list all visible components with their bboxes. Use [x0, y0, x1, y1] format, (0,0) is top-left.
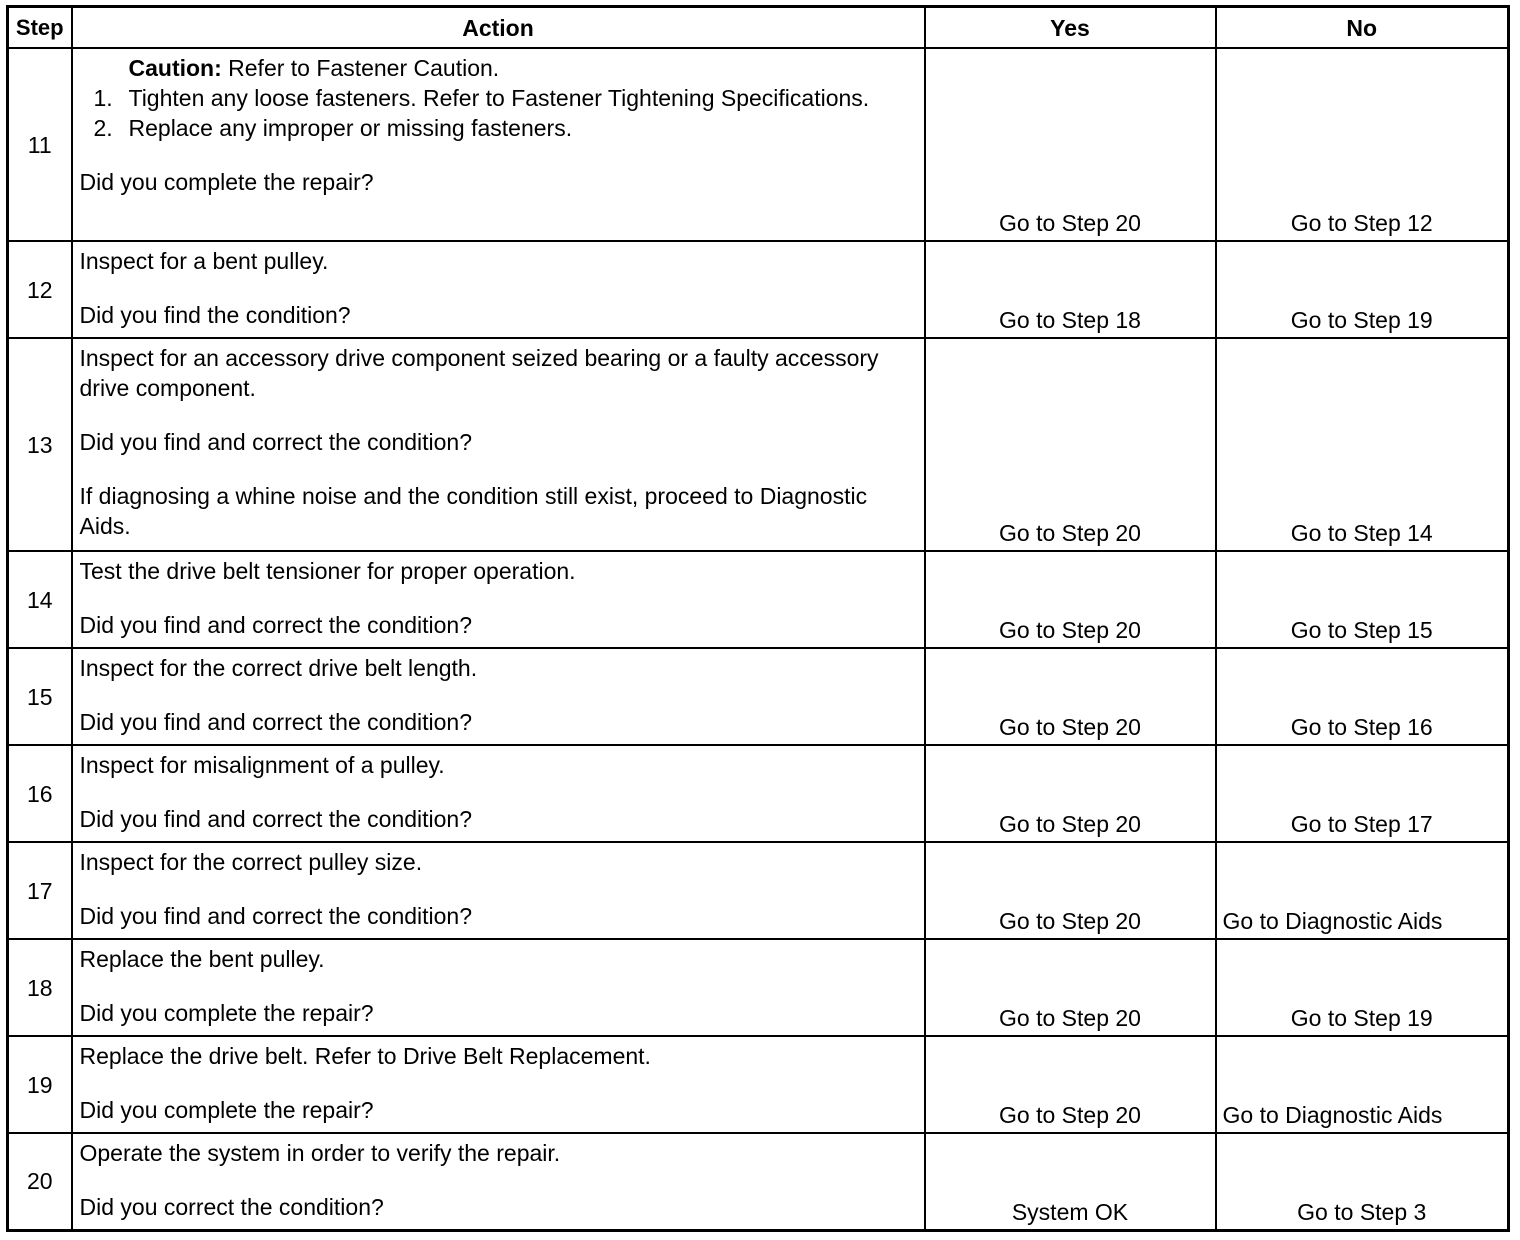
question-text: Did you find and correct the condition? [79, 612, 473, 638]
no-result: Go to Step 19 [1216, 939, 1509, 1036]
action-cell [72, 338, 925, 551]
action-cell [72, 551, 925, 648]
no-result: Go to Step 19 [1216, 241, 1509, 338]
yes-result: Go to Step 20 [925, 842, 1216, 939]
yes-result: Go to Step 20 [925, 551, 1216, 648]
note-text: If diagnosing a whine noise and the condition still exist, proceed to Diagnostic Aids. [79, 483, 868, 539]
question-text: Did you find and correct the condition? [79, 709, 473, 735]
list-text: Replace any improper or missing fasteners. [128, 115, 573, 141]
yes-result: Go to Step 20 [925, 1036, 1216, 1133]
action-cell [72, 648, 925, 745]
no-result: Go to Diagnostic Aids [1216, 1036, 1509, 1133]
table-row [8, 745, 1509, 842]
question-text: Did you complete the repair? [79, 169, 374, 195]
no-result: Go to Step 16 [1216, 648, 1509, 745]
no-result: Go to Step 15 [1216, 551, 1509, 648]
yes-result: Go to Step 20 [925, 745, 1216, 842]
action-cell [72, 842, 925, 939]
no-result: Go to Step 3 [1216, 1133, 1509, 1230]
yes-result: Go to Step 20 [925, 939, 1216, 1036]
action-cell [72, 241, 925, 338]
question-text: Did you find the condition? [79, 302, 351, 328]
instruction-text: Test the drive belt tensioner for proper operation. [79, 558, 576, 584]
header-action: Action [72, 7, 925, 49]
action-cell [72, 1036, 925, 1133]
list-number: 1. [93, 85, 113, 111]
no-result: Go to Step 14 [1216, 338, 1509, 551]
procedure-list [80, 83, 918, 143]
question-text: Did you find and correct the condition? [79, 806, 473, 832]
question-text: Did you correct the condition? [79, 1194, 384, 1220]
caution-note [80, 53, 918, 83]
caution-label: Caution: [128, 55, 222, 81]
question-text: Did you find and correct the condition? [79, 429, 473, 455]
instruction-text: Inspect for the correct drive belt length. [79, 655, 478, 681]
action-cell [72, 745, 925, 842]
table-row [8, 648, 1509, 745]
yes-result: Go to Step 20 [925, 648, 1216, 745]
header-step: Step [8, 7, 72, 49]
list-text: Tighten any loose fasteners. Refer to Fastener Tightening Specifications. [128, 85, 870, 111]
list-item [80, 113, 918, 143]
step-number: 11 [8, 48, 72, 241]
table-row [8, 48, 1509, 241]
step-number: 15 [8, 648, 72, 745]
yes-result: System OK [925, 1133, 1216, 1230]
table-row [8, 338, 1509, 551]
instruction-text: Inspect for a bent pulley. [79, 248, 329, 274]
instruction-text: Replace the bent pulley. [79, 946, 325, 972]
instruction-text: Operate the system in order to verify the repair. [79, 1140, 561, 1166]
step-number: 19 [8, 1036, 72, 1133]
table-row [8, 842, 1509, 939]
no-result: Go to Diagnostic Aids [1216, 842, 1509, 939]
header-yes: Yes [925, 7, 1216, 49]
table-row [8, 241, 1509, 338]
no-result: Go to Step 12 [1216, 48, 1509, 241]
header-row [8, 7, 1509, 49]
list-item [80, 83, 918, 113]
caution-text: Refer to Fastener Caution. [221, 55, 500, 81]
question-text: Did you complete the repair? [79, 1000, 374, 1026]
diagnostic-table [6, 5, 1510, 1232]
step-number: 17 [8, 842, 72, 939]
instruction-text: Replace the drive belt. Refer to Drive Belt Replacement. [79, 1043, 651, 1069]
instruction-text: Inspect for misalignment of a pulley. [79, 752, 445, 778]
step-number: 12 [8, 241, 72, 338]
table-row [8, 1036, 1509, 1133]
action-cell [72, 939, 925, 1036]
table-row [8, 551, 1509, 648]
question-text: Did you find and correct the condition? [79, 903, 473, 929]
instruction-text: Inspect for the correct pulley size. [79, 849, 423, 875]
yes-result: Go to Step 20 [925, 338, 1216, 551]
step-number: 14 [8, 551, 72, 648]
question-text: Did you complete the repair? [79, 1097, 374, 1123]
action-cell [72, 1133, 925, 1230]
no-result: Go to Step 17 [1216, 745, 1509, 842]
list-number: 2. [93, 115, 113, 141]
action-cell [72, 48, 925, 241]
header-no: No [1216, 7, 1509, 49]
yes-result: Go to Step 20 [925, 48, 1216, 241]
instruction-text: Inspect for an accessory drive component seized bearing or a faulty accessory drive component. [79, 345, 879, 401]
table-row [8, 939, 1509, 1036]
step-number: 16 [8, 745, 72, 842]
step-number: 20 [8, 1133, 72, 1230]
step-number: 13 [8, 338, 72, 551]
step-number: 18 [8, 939, 72, 1036]
yes-result: Go to Step 18 [925, 241, 1216, 338]
table-row [8, 1133, 1509, 1230]
